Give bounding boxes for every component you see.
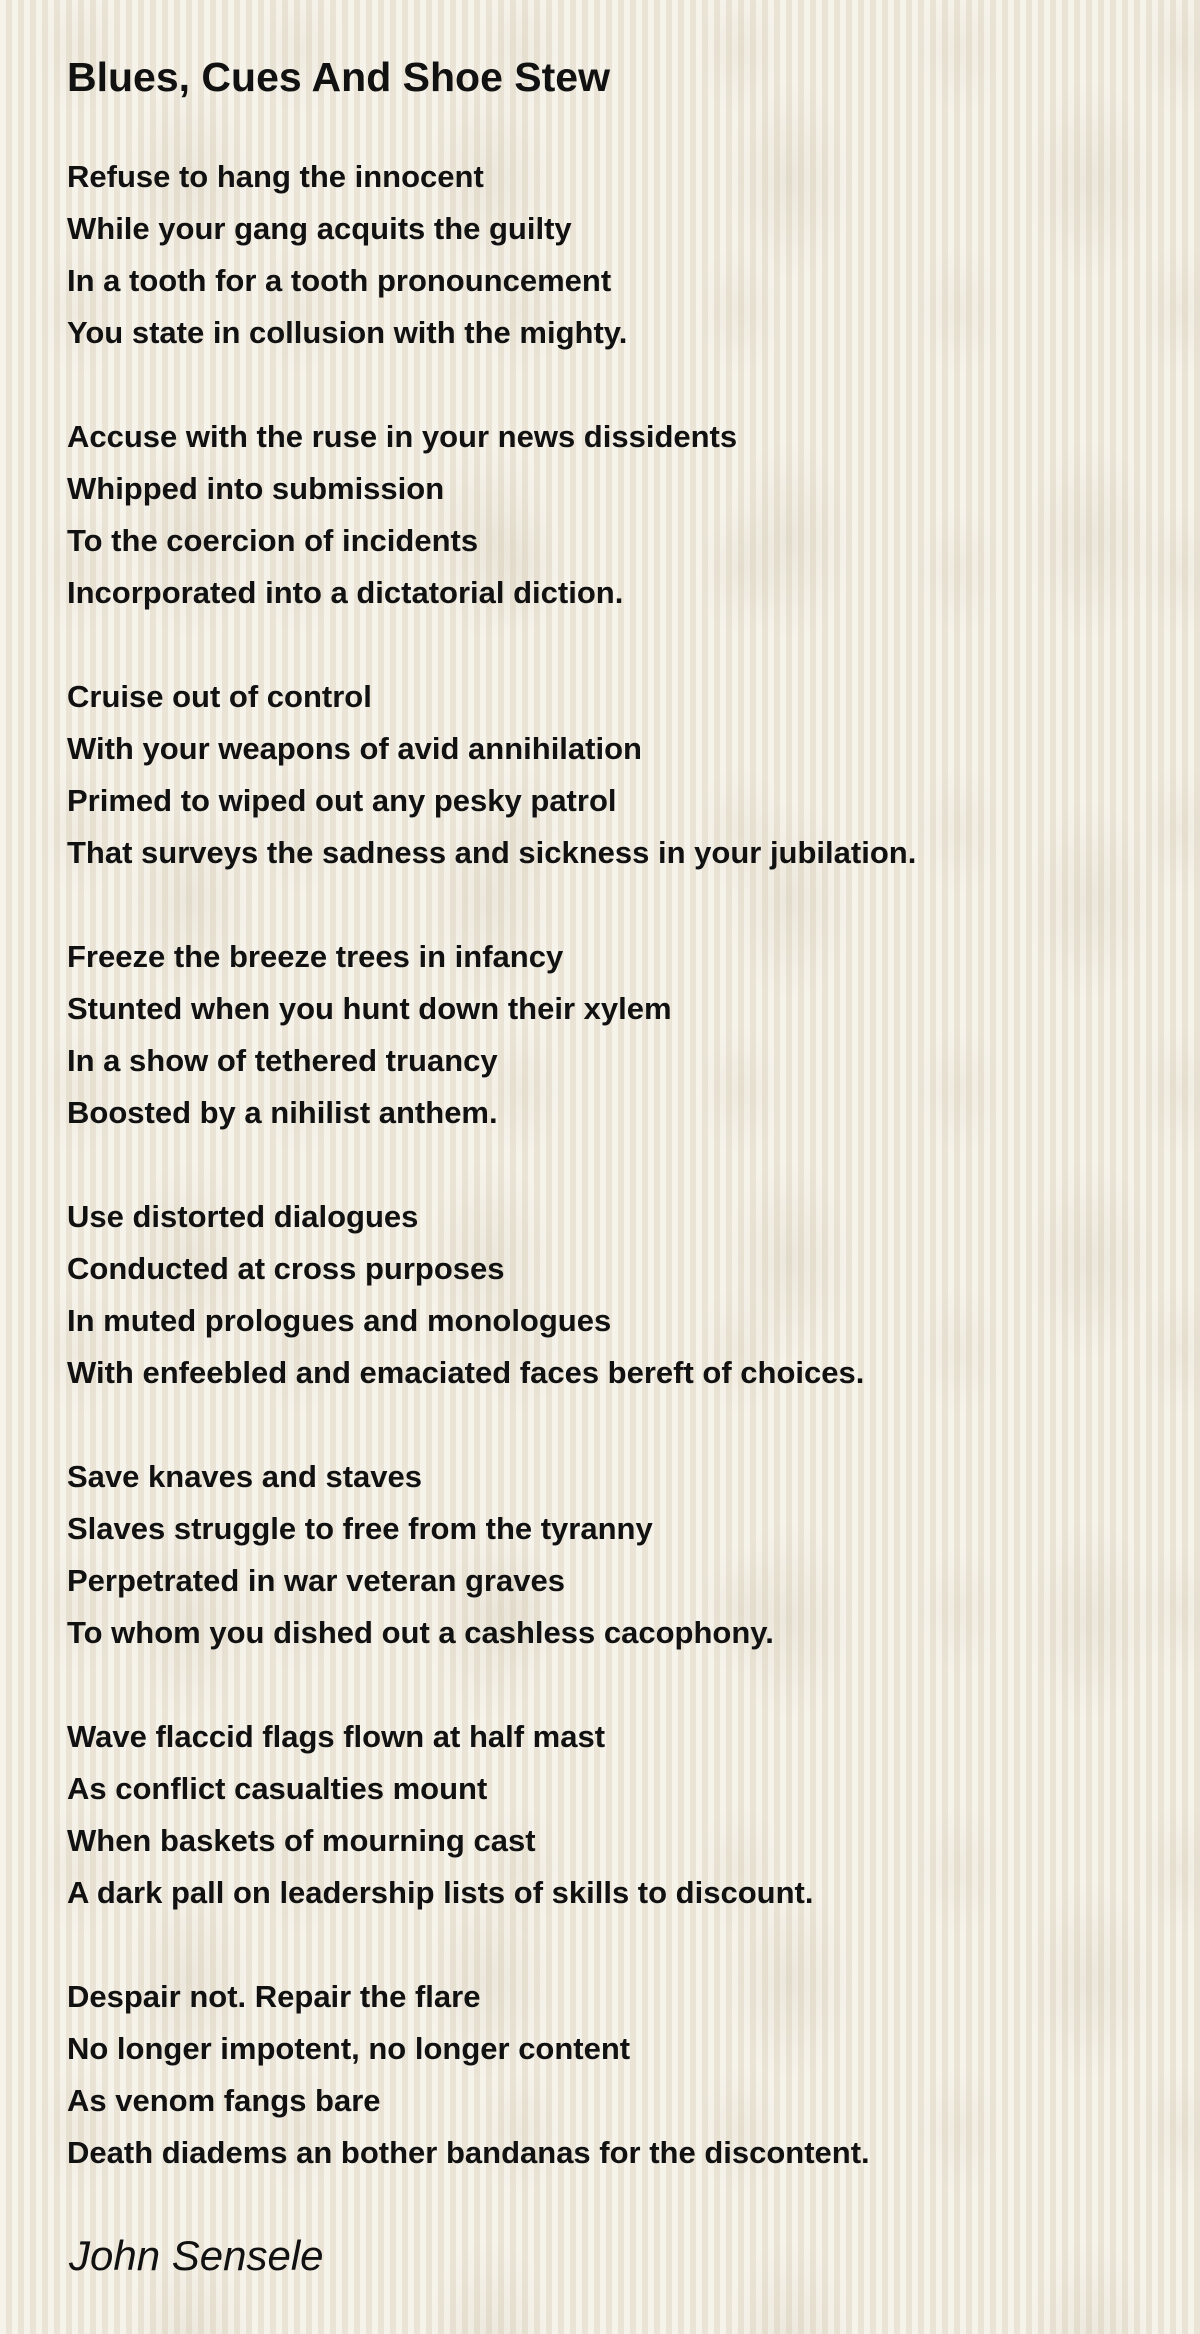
poem-line: Despair not. Repair the flare	[67, 1979, 481, 2014]
poem-line: While your gang acquits the guilty	[67, 211, 572, 246]
poem-container	[67, 50, 1157, 2231]
poem-line: To whom you dished out a cashless cacophony.	[67, 1615, 774, 1650]
poem-line: Primed to wiped out any pesky patrol	[67, 783, 617, 818]
poem-line: In a show of tethered truancy	[67, 1043, 498, 1078]
poem-line: A dark pall on leadership lists of skills to discount.	[67, 1875, 814, 1910]
poem-line: Whipped into submission	[67, 471, 445, 506]
poem-stanza	[67, 1971, 1157, 2179]
poem-stanza	[67, 1451, 1157, 1659]
poem-title: Blues, Cues And Shoe Stew	[67, 54, 610, 100]
poem-line: No longer impotent, no longer content	[67, 2031, 631, 2066]
poem-line: Refuse to hang the innocent	[67, 159, 484, 194]
poem-author: John Sensele	[69, 2232, 324, 2279]
poem-stanza	[67, 671, 1157, 879]
poem-line: Conducted at cross purposes	[67, 1251, 505, 1286]
poem-stanza	[67, 1191, 1157, 1399]
poem-line: With your weapons of avid annihilation	[67, 731, 642, 766]
poem-line: In muted prologues and monologues	[67, 1303, 612, 1338]
poem-line: To the coercion of incidents	[67, 523, 479, 558]
poem-line: Use distorted dialogues	[67, 1199, 419, 1234]
poem-line: Accuse with the ruse in your news dissidents	[67, 419, 738, 454]
poem-stanza	[67, 151, 1157, 359]
poem-body	[67, 151, 1157, 2179]
poem-stanza	[67, 931, 1157, 1139]
poem-line: Wave flaccid flags flown at half mast	[67, 1719, 606, 1754]
poem-line: Perpetrated in war veteran graves	[67, 1563, 565, 1598]
poem-line: Save knaves and staves	[67, 1459, 423, 1494]
poem-line: As conflict casualties mount	[67, 1771, 488, 1806]
poem-line: Freeze the breeze trees in infancy	[67, 939, 564, 974]
poem-line: You state in collusion with the mighty.	[67, 315, 628, 350]
poem-line: Boosted by a nihilist anthem.	[67, 1095, 498, 1130]
poem-stanza	[67, 1711, 1157, 1919]
poem-line: Death diadems an bother bandanas for the discontent.	[67, 2135, 870, 2170]
poem-line: With enfeebled and emaciated faces bereft of choices.	[67, 1355, 865, 1390]
poem-line: That surveys the sadness and sickness in your jubilation.	[67, 835, 917, 870]
poem-line: Cruise out of control	[67, 679, 372, 714]
poem-line: As venom fangs bare	[67, 2083, 381, 2118]
poem-line: When baskets of mourning cast	[67, 1823, 536, 1858]
poem-line: Stunted when you hunt down their xylem	[67, 991, 672, 1026]
poem-line: Slaves struggle to free from the tyranny	[67, 1511, 653, 1546]
poem-line: In a tooth for a tooth pronouncement	[67, 263, 612, 298]
poem-stanza	[67, 411, 1157, 619]
poem-line: Incorporated into a dictatorial diction.	[67, 575, 624, 610]
